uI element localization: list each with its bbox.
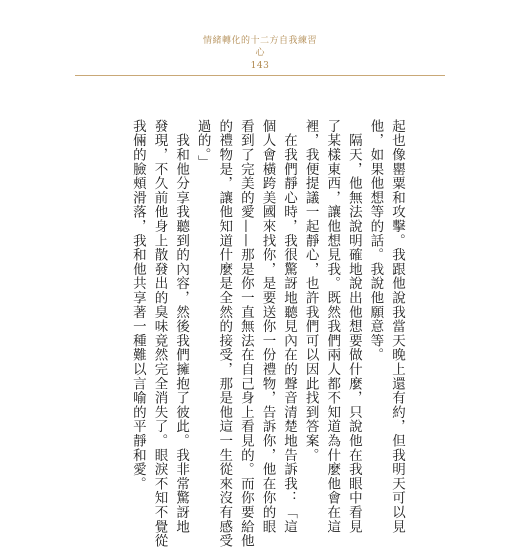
text-line: 看到了完美的愛——那是你一直無法在自己身上看見的。而你要給他 — [237, 119, 254, 548]
body-text — [126, 119, 407, 548]
text-line: 我和他分享我聽到的內容，然後我們擁抱了彼此。我非常驚訝地 — [173, 119, 190, 534]
header-divider — [75, 75, 445, 76]
text-line: 發現，不久前他身上散發出的臭味竟然完全消失了。眼淚不知不覺從 — [151, 119, 168, 548]
chapter-title: 心 — [255, 48, 265, 58]
text-line: 個人會橫跨美國來找你，是要送你一份禮物，告訴你，他在你的眼 — [259, 119, 276, 534]
text-line: 起也像罌粟和攻擊。我跟他說我當天晚上還有約，但我明天可以見 — [389, 119, 405, 534]
running-header — [0, 36, 520, 72]
text-line: 的禮物是，讓他知道什麼是全然的接受，那是他這一生從來沒有感受 — [216, 119, 233, 548]
text-line: 他，如果他想等的話。我說他願意等。 — [367, 119, 384, 363]
text-line: 了某樣東西，讓他想見我。既然我們兩人都不知道為什麼他會在這 — [324, 119, 341, 534]
text-line: 裡，我便提議一起靜心，也許我們可以因此找到答案。 — [302, 119, 319, 463]
text-line: 隔天，他無法說明確地說出他想要做什麼，只說他在我眼中看見 — [345, 119, 362, 534]
book-title: 情緒轉化的十二方自我練習 — [202, 36, 317, 46]
page-number: 143 — [250, 61, 270, 71]
text-line: 過的。」 — [194, 119, 211, 170]
text-line: 我倆的臉頰滑落，我和他共享著一種難以言喻的平靜和愛。 — [129, 119, 146, 491]
text-line: 在我們靜心時，我很驚訝地聽見內在的聲音清楚地告訴我：「這 — [281, 119, 298, 534]
